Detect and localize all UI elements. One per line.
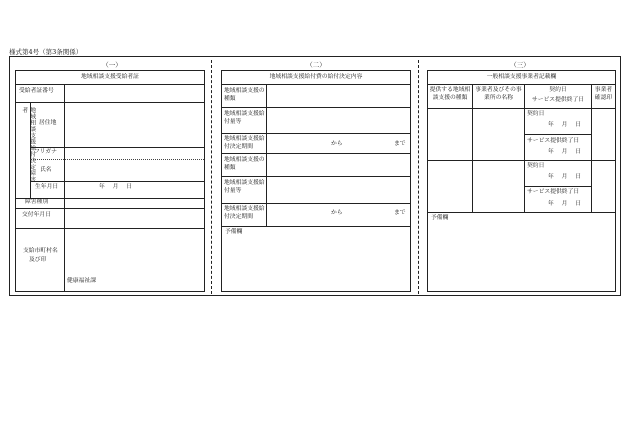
period-from-1: から (331, 141, 343, 147)
municipality-label-2: 及び印 (29, 257, 47, 263)
contract-date-value-1: 年 月 日 (548, 122, 582, 128)
remarks-field-3[interactable] (429, 224, 614, 290)
panel2-title: 地域相談支援給付費の給付決定内容 (269, 74, 363, 80)
cert-number-field[interactable] (65, 85, 204, 102)
provider-name-cell-1[interactable] (473, 109, 524, 160)
contract-date-label-1: 契約日 (527, 111, 545, 117)
furigana-field[interactable] (65, 148, 204, 159)
furigana-label: フリガナ (34, 149, 57, 155)
provider-record-panel (427, 70, 616, 292)
benefit-amount-label-2: 地域相談支援給付量等 (224, 180, 265, 194)
end-date-label-2: サービス提供終了日 (527, 189, 580, 195)
department-name: 健康福祉課 (67, 278, 96, 284)
vertical-recipient-label: 地域相談支援給付決定障害者 (20, 107, 35, 183)
remarks-label-2: 予備欄 (225, 229, 243, 235)
service-kind-field-1[interactable] (267, 85, 410, 107)
benefit-amount-field-1[interactable] (267, 108, 410, 133)
decision-period-label-2: 地域相談支援給付決定期間 (224, 206, 265, 220)
address-field[interactable] (65, 103, 204, 147)
seal-cell-1[interactable] (592, 109, 615, 160)
disability-type-label: 障害種別 (25, 199, 49, 205)
end-date-value-1: 年 月 日 (548, 149, 582, 155)
end-date-value-2: 年 月 日 (548, 201, 582, 207)
panel3-title: 一般相談支援事業者記載欄 (486, 74, 557, 80)
remarks-field-2[interactable] (223, 238, 409, 290)
service-kind-cell-2[interactable] (429, 161, 472, 212)
section-number-1: （一） (102, 61, 122, 69)
col-provider-header: 事業者及びその事業所の名称 (475, 87, 522, 101)
period-to-1: まで (394, 141, 406, 147)
decision-period-label-1: 地域相談支援給付決定期間 (224, 136, 265, 150)
birthdate-value: 年 月 日 (99, 184, 133, 190)
benefit-decision-panel (221, 70, 411, 292)
name-label: 氏名 (40, 167, 52, 173)
contract-date-label-2: 契約日 (527, 163, 545, 169)
period-from-2: から (331, 210, 343, 216)
municipality-label-1: 支給市町村名 (23, 248, 58, 254)
issue-date-label: 交付年月日 (22, 212, 51, 218)
service-kind-field-2[interactable] (267, 154, 410, 176)
recipient-certificate-panel (15, 70, 205, 292)
birthdate-label: 生年月日 (35, 184, 59, 190)
col-kind-header: 提供する地域相談支援の種類 (429, 87, 471, 101)
issue-date-field[interactable] (65, 209, 204, 228)
dashed-separator-1 (211, 60, 212, 294)
col-seal-header: 事業者確認印 (594, 87, 613, 101)
col-contract-header: 契約日 (549, 87, 567, 93)
section-number-2: （二） (306, 61, 326, 69)
end-date-label-1: サービス提供終了日 (527, 138, 580, 144)
benefit-amount-label-1: 地域相談支援給付量等 (224, 111, 265, 125)
provider-name-cell-2[interactable] (473, 161, 524, 212)
col-end-header: サービス提供終了日 (531, 97, 585, 103)
form-number-label: 様式第4号（第3条関係） (9, 48, 83, 56)
benefit-amount-field-2[interactable] (267, 177, 410, 203)
contract-date-value-2: 年 月 日 (548, 174, 582, 180)
section-number-3: （三） (510, 61, 530, 69)
service-kind-cell-1[interactable] (429, 109, 472, 160)
seal-cell-2[interactable] (592, 161, 615, 212)
remarks-label-3: 予備欄 (431, 215, 449, 221)
cert-number-label: 受給者証番号 (19, 88, 54, 94)
address-label: 居住地 (39, 120, 57, 126)
service-kind-label-2: 地域相談支援の種類 (224, 157, 265, 171)
service-kind-label-1: 地域相談支援の種類 (224, 88, 265, 102)
name-field[interactable] (65, 160, 204, 181)
dashed-separator-2 (418, 60, 419, 294)
period-to-2: まで (394, 210, 406, 216)
panel1-title: 地域相談支援受給者証 (81, 74, 139, 80)
disability-type-field[interactable] (65, 199, 204, 208)
